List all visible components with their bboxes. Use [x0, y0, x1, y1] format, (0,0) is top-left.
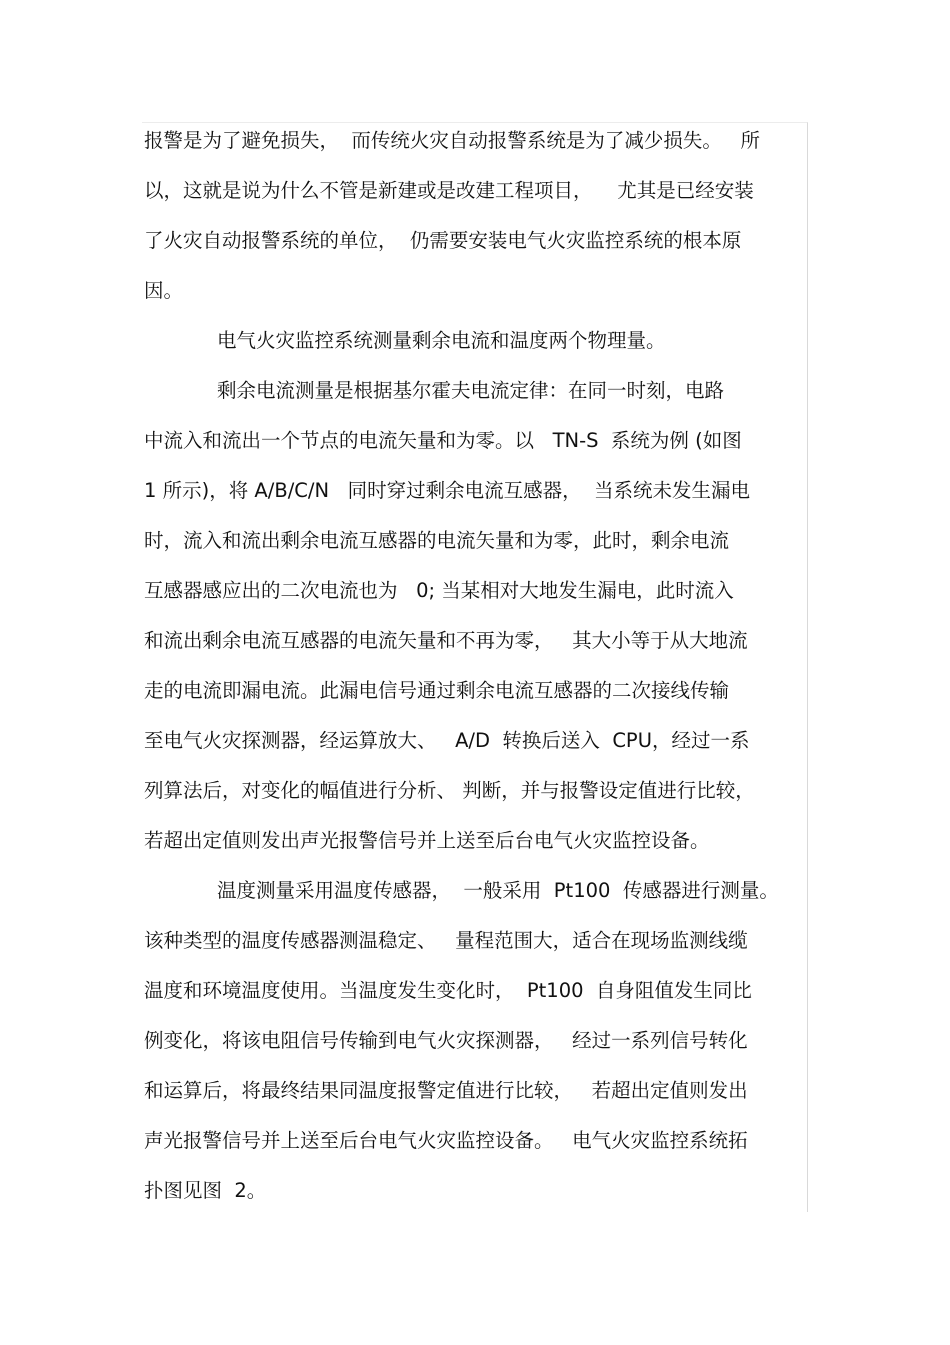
text-line: 扑图见图 2。: [144, 1179, 267, 1202]
text-line: 互感器感应出的二次电流也为 0; 当某相对大地发生漏电，此时流入: [144, 579, 734, 602]
paragraph-start: 剩余电流测量是根据基尔霍夫电流定律：在同一时刻，电路: [217, 379, 725, 402]
text-line: 以，这就是说为什么不管是新建或是改建工程项目， 尤其是已经安装: [144, 179, 754, 202]
text-line: 中流入和流出一个节点的电流矢量和为零。以 TN-S 系统为例 (如图: [144, 429, 742, 452]
text-line: 该种类型的温度传感器测温稳定、 量程范围大，适合在现场监测线缆: [144, 929, 748, 952]
text-line: 温度和环境温度使用。当温度发生变化时， Pt100 自身阻值发生同比: [144, 979, 752, 1002]
text-line: 至电气火灾探测器，经运算放大、 A/D 转换后送入 CPU，经过一系: [144, 729, 750, 752]
text-line: 和流出剩余电流互感器的电流矢量和不再为零， 其大小等于从大地流: [144, 629, 748, 652]
paragraph-start: 温度测量采用温度传感器， 一般采用 Pt100 传感器进行测量。: [217, 879, 779, 902]
text-line: 报警是为了避免损失， 而传统火灾自动报警系统是为了减少损失。 所: [144, 129, 760, 152]
text-line: 时，流入和流出剩余电流互感器的电流矢量和为零，此时，剩余电流: [144, 529, 730, 552]
text-line: 和运算后，将最终结果同温度报警定值进行比较， 若超出定值则发出: [144, 1079, 748, 1102]
text-line: 例变化，将该电阻信号传输到电气火灾探测器， 经过一系列信号转化: [144, 1029, 748, 1052]
text-line: 1 所示)，将 A/B/C/N 同时穿过剩余电流互感器， 当系统未发生漏电: [144, 479, 751, 502]
text-line: 因。: [144, 279, 184, 302]
text-line: 声光报警信号并上送至后台电气火灾监控设备。 电气火灾监控系统拓: [144, 1129, 748, 1152]
paragraph-start: 电气火灾监控系统测量剩余电流和温度两个物理量。: [217, 329, 666, 352]
text-line: 了火灾自动报警系统的单位， 仍需要安装电气火灾监控系统的根本原: [144, 229, 742, 252]
text-line: 走的电流即漏电流。此漏电信号通过剩余电流互感器的二次接线传输: [144, 679, 730, 702]
text-line: 若超出定值则发出声光报警信号并上送至后台电气火灾监控设备。: [144, 829, 710, 852]
text-line: 列算法后，对变化的幅值进行分析、 判断，并与报警设定值进行比较，: [144, 779, 755, 802]
